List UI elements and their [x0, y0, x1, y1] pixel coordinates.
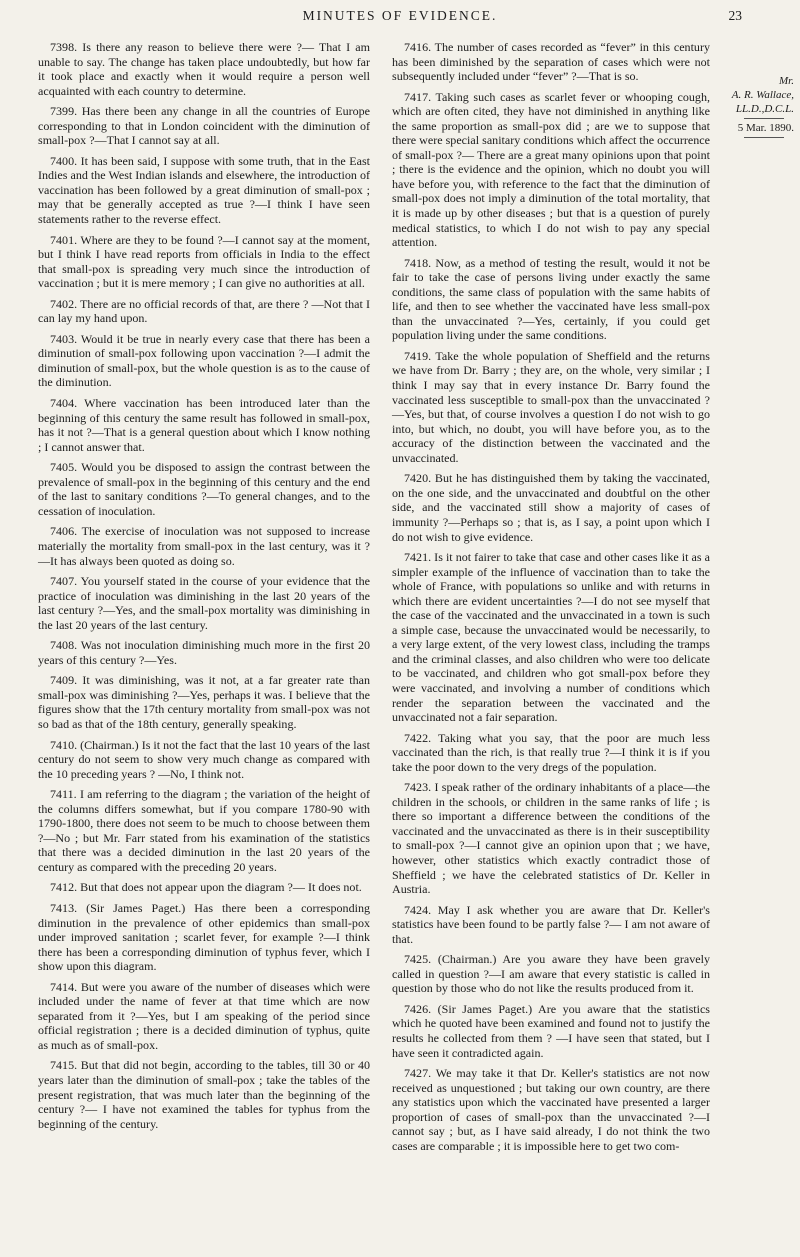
- evidence-paragraph: 7407. You yourself stated in the course of your evidence that the practice of inoculation was diminishing in the last 20 years of the last century ?—Yes, and the small-pox mortality was diminishing in the last 20 years of the last century.: [38, 574, 370, 632]
- evidence-paragraph: 7405. Would you be disposed to assign the contrast between the prevalence of small-pox in the beginning of this century and the end of the last to sanitary conditions ?—To general changes, and to the cessation of inoculation.: [38, 460, 370, 518]
- evidence-paragraph: 7399. Has there been any change in all the countries of Europe corresponding to that in London coincident with the diminution of small-pox ?—That I cannot say at all.: [38, 104, 370, 148]
- evidence-paragraph: 7417. Taking such cases as scarlet fever or whooping cough, which are often cited, they have not diminished in anything like the same proportion as small-pox did ; are we to suppose that there were special sanitary conditions which affect the occurrence of small-pox ?— There are a great many opinions upon that point ; there is the evidence and the opinion, which no doubt you will have before you, with reference to the fact that the diminution of small-pox does not imply a diminution of the total mortality, that it is made up by other diseases ; but that is a question of purely medical statistics, to which I do not wish to pay any special attention.: [392, 89, 710, 250]
- evidence-paragraph: 7414. But were you aware of the number of diseases which were included under the name of fever at that time which are now separated from it ?—Yes, but I am speaking of the period since official registration ; there is a decided diminution of typhus, quite as much as of small-pox.: [38, 979, 370, 1052]
- page-header: [0, 8, 800, 32]
- left-column: [38, 40, 370, 1137]
- evidence-paragraph: 7406. The exercise of inoculation was not supposed to increase materially the mortality from small-pox in the last century, was it ?—It has always been quoted as doing so.: [38, 524, 370, 568]
- evidence-paragraph: 7426. (Sir James Paget.) Are you aware that the statistics which he quoted have been examined and found not to justify the results he collected from them ? —I have seen that stated, but I have seen it contradicted again.: [392, 1001, 710, 1060]
- running-title: MINUTES OF EVIDENCE.: [302, 8, 498, 23]
- evidence-paragraph: 7418. Now, as a method of testing the result, would it not be fair to take the case of persons living under exactly the same conditions, the same class of population with the same habits of life, and then to see whether the vaccinated have less small-pox than the unvaccinated ?—Yes, certainly, if you could get population living under the same conditions.: [392, 255, 710, 343]
- evidence-paragraph: 7423. I speak rather of the ordinary inhabitants of a place—the children in the schools, or children in the same ranks of life ; is there so important a difference between the conditions of the vaccinated and the unvaccinated as there is in their susceptibility to small-pox ?—I cannot give an opinion upon that ; we have, however, other statistics which exactly contradict those of Sheffield ; we have the celebrated statistics of Dr. Keller in Austria.: [392, 780, 710, 897]
- witness-title: Mr.: [779, 75, 794, 87]
- evidence-paragraph: 7412. But that does not appear upon the diagram ?— It does not.: [50, 880, 362, 895]
- evidence-paragraph: 7403. Would it be true in nearly every case that there has been a diminution of small-pox following upon vaccination ?—I admit the diminution of small-pox, but the whole question is as to the cause of the diminution.: [38, 331, 370, 390]
- evidence-paragraph: 7401. Where are they to be found ?—I cannot say at the moment, but I think I have read reports from officials in India to the effect that small-pox is spreading very much since the introduction of vaccination ; but it is mere memory ; I can give no authorities at all.: [38, 232, 370, 291]
- evidence-paragraph: 7404. Where vaccination has been introduced later than the beginning of this century the same result has followed in small-pox, has it not ?—That is a general question about which I know nothing ; I cannot answer that.: [38, 396, 370, 454]
- evidence-paragraph: 7408. Was not inoculation diminishing much more in the first 20 years of this century ?—Yes.: [38, 638, 370, 667]
- evidence-paragraph: 7402. There are no official records of that, are there ? —Not that I can lay my hand upon.: [38, 296, 370, 326]
- margin-rule: [744, 118, 784, 119]
- evidence-paragraph: 7416. The number of cases recorded as “fever” in this century has been diminished by the separation of cases which were not subsequently included under “fever” ?—That is so.: [392, 40, 710, 84]
- witness-degrees: LL.D.,D.C.L.: [735, 103, 794, 115]
- evidence-paragraph: 7424. May I ask whether you are aware that Dr. Keller's statistics have been found to be partly false ?— I am not aware of that.: [392, 902, 710, 946]
- evidence-paragraph: 7422. Taking what you say, that the poor are much less vaccinated than the rich, is that really true ?—I think it is if you take the poor down to the very dregs of the population.: [392, 730, 710, 774]
- evidence-date: 5 Mar. 1890.: [737, 122, 794, 134]
- evidence-paragraph: 7421. Is it not fairer to take that case and other cases like it as a simpler example of the influence of vaccination than to take the whole of France, with populations so unlike and with returns in which there are evident uncertainties ?—I do not see myself that the case of the vaccinated and the unvaccinated in a town is such a simple case, because the unvaccinated would be necessarily, to a very large extent, of the very lowest class, including the tramps and the criminal classes, and also children who were too delicate to be vaccinated, and children who got small-pox before they were vaccinated, and involving a number of conditions which render the separation between the vaccinated and the unvaccinated not a fair separation.: [392, 550, 710, 725]
- evidence-paragraph: 7425. (Chairman.) Are you aware they have been gravely called in question ?—I am aware that every statistic is called in question by those who do not like the results produced from it.: [392, 952, 710, 996]
- evidence-paragraph: 7413. (Sir James Paget.) Has there been a corresponding diminution in the prevalence of other epidemics than small-pox under improved sanitation ; scarlet fever, for example ?—I think there has been a corresponding diminution of typhus fever, which I show upon this diagram.: [38, 900, 370, 974]
- margin-rule-bottom: [744, 137, 784, 138]
- evidence-paragraph: 7398. Is there any reason to believe there were ?— That I am unable to say. The change has taken place undoubtedly, but how far it took place and exactly when it would require a person well acquainted with each country to determine.: [38, 40, 370, 98]
- evidence-paragraph: 7411. I am referring to the diagram ; the variation of the height of the columns differs somewhat, but if you compare 1780-90 with 1790-1800, there does not seem to be much to choose between them ?—No ; but Mr. Farr stated from his examination of the statistics that there was a decided diminution in the last 20 years of the century as compared with the preceding 20 years.: [38, 787, 370, 874]
- right-column: [392, 40, 710, 1159]
- evidence-paragraph: 7420. But he has distinguished them by taking the vaccinated, on the one side, and the unvaccinated and doubtful on the other side, and the vaccinated still show a majority of cases of immunity ?—Perhaps so ; that is, as I say, a point upon which I do not wish to give evidence.: [392, 471, 710, 544]
- evidence-paragraph: 7427. We may take it that Dr. Keller's statistics are not now received as unquestioned ; but taking our own country, are there any statistics upon which the vaccinated have presented a larger proportion of cases of small-pox than the unvaccinated ?—I cannot say ; but, as I have said already, I do not think the two cases are comparable ; it is impossible here to get two com-: [392, 1066, 710, 1153]
- witness-name: A. R. Wallace,: [731, 89, 794, 101]
- evidence-paragraph: 7415. But that did not begin, according to the tables, till 30 or 40 years later than the diminution of small-pox ; take the tables of the present registration, that was much later than the beginning of the century ?— I have not examined the tables for typhus from the beginning of the century.: [38, 1058, 370, 1131]
- page-number: 23: [728, 8, 742, 23]
- evidence-paragraph: 7410. (Chairman.) Is it not the fact that the last 10 years of the last century do not seem to show very much change as compared with the 10 preceding years ? —No, I think not.: [38, 737, 370, 781]
- evidence-paragraph: 7419. Take the whole population of Sheffield and the returns we have from Dr. Barry ; they are, on the whole, very similar ; I think I may say that in every instance Dr. Barry found the vaccinated less susceptible to small-pox than the unvaccinated ?—Yes, but that, of course involves a question I do not wish to go into, but which, no doubt, you will have before you, as to the accuracy of the distinction between the vaccinated and the unvaccinated.: [392, 348, 710, 465]
- evidence-paragraph: 7400. It has been said, I suppose with some truth, that in the East Indies and the West Indian islands and elsewhere, the introduction of vaccination has been followed by a great diminution of small-pox ; may that be generally accepted as true ?—I think I have seen statements rather to the reverse effect.: [38, 153, 370, 227]
- witness-margin-note: [724, 74, 794, 138]
- evidence-paragraph: 7409. It was diminishing, was it not, at a far greater rate than small-pox was diminishing ?—Yes, perhaps it was. I believe that the figures show that the 17th century mortality from small-pox was not so bad as that of the 18th century, generally speaking.: [38, 673, 370, 731]
